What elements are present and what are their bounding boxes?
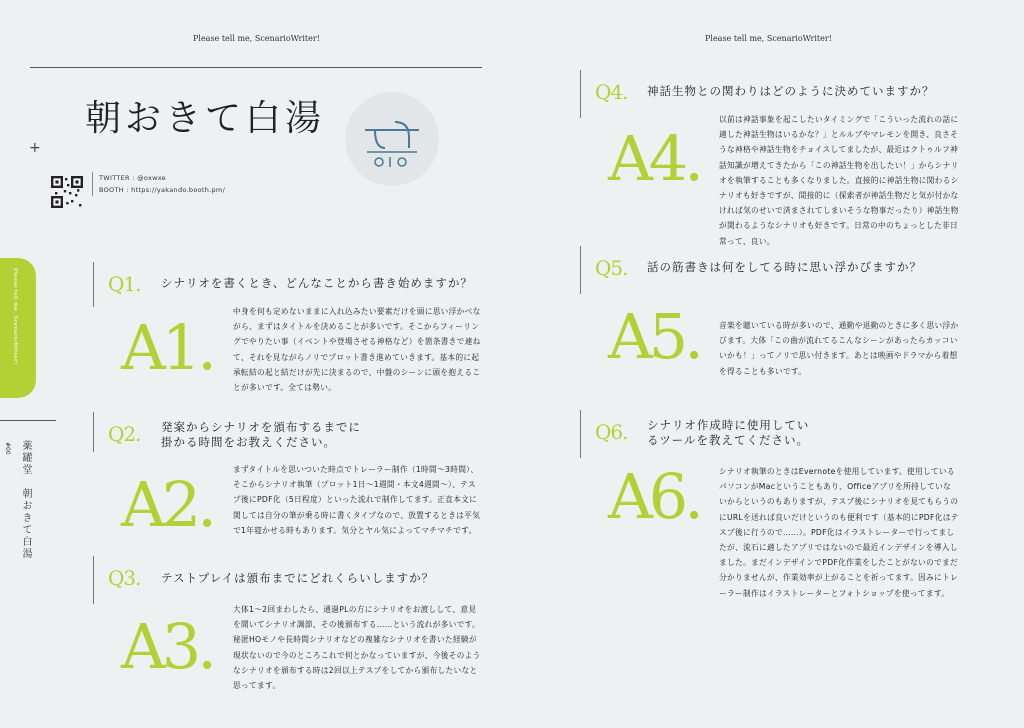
page-header-right: Please tell me, ScenarioWriter!: [705, 34, 832, 43]
question-text: 発案からシナリオを頒布するまでに掛かる時間をお教えください。: [161, 420, 361, 449]
logo: [345, 92, 439, 186]
side-tab: [0, 258, 36, 398]
question-label: Q3.: [108, 566, 141, 590]
answer-text: シナリオ執筆のときはEvernoteを使用しています。使用しているパソコンがMacということもあり、Officeアプリを所持していないからというのもありますが、テスプ後にシナリオを見てもらうのにURLを送れば良いだけというのも便利です（基本的にPDF化はテスプ後に行うので……）。PDF化はイラストレーターで行ってましたが、流石に適したアプリではないので最近インデザインを導入しました。まだインデザインでPDF化作業をしたことがないのでまだ分かりませんが、作業効率が上がることを祈ってます。因みにトレーラー制作はイラストレーターとフォトショップを使ってます。: [719, 467, 959, 598]
answer-label: A2.: [121, 468, 213, 541]
side-tab-text: Please tell me, ScenarioWriter!: [12, 268, 18, 365]
logo-mark-icon: [345, 92, 439, 186]
question-label: Q6.: [595, 420, 628, 444]
answer-label: A5.: [608, 300, 700, 373]
question-label: Q4.: [595, 80, 628, 104]
answer-label: A6.: [608, 460, 700, 533]
question-label: Q1.: [108, 272, 141, 296]
question-text: 話の筋書きは何をしてる時に思い浮かびますか？: [647, 260, 922, 274]
question-text: テストプレイは頒布までにどれくらいしますか？: [161, 571, 435, 585]
answer-text: 以前は神話事象を起こしたいタイミングで「こういった流れの話に適した神話生物はいるかな？」とルルブやマレモンを開き、良さそうな神格や神話生物をチョイスしてましたが、最近はクトゥルフ神話知識が増えてきたから「この神話生物を出したい！」からシナリオを執筆することも多くなりました。直接的に神話生物に関わるシナリオも好きですが、間接的に（探索者が神話生物だと気が付かなければ気のせいで済まされてしまいそうな物事だったり）神話生物が関わるようなシナリオも好きです。日常の中のちょっとした非日常って、良い。: [719, 115, 959, 246]
answer-label: A3.: [121, 610, 213, 683]
answer-label: A4.: [608, 122, 700, 195]
answer-text: 音楽を聴いている時が多いので、通勤や退勤のときに多く思い浮かびます。大体「この曲が流れてるこんなシーンがあったらカッコいいかも！」ってノリで思い付きます。あとは映画やドラマから着想を得ることも多いです。: [719, 321, 959, 376]
question-text: 神話生物との関わりはどのように決めていますか？: [647, 84, 935, 98]
issue-number: #00: [4, 442, 11, 455]
answer-text: 大体1〜2回まわしたら、通過PLの方にシナリオをお渡しして、意見を聞いてシナリオ調節、その後頒布する……という流れが多いです。秘匿HOモノや長時間シナリオなどの複雑なシナリオを書いた経験が現状ないので今のところこれで何とかなっていますが、今後そのようなシナリオを頒布する時は2回以上テスプをしてから頒布したいなと思ってます。: [233, 605, 481, 691]
page-header-left: Please tell me, ScenarioWriter!: [193, 34, 320, 43]
page-title: 朝おきて白湯: [85, 98, 326, 139]
side-vertical-title: 薬罐堂 朝おきて白湯: [20, 440, 31, 560]
qr-code-icon: [51, 176, 83, 208]
answer-text: まずタイトルを思いついた時点でトレーラー制作（1時間〜3時間）、そこからシナリオ執筆（プロット1日〜1週間・本文4週間〜）、テスプ後にPDF化（5日程度）といった流れで制作してます。正直本文に関しては自分の筆が乗る時に書くタイプなので、放置するときは平気で1年寝かせる時もあります。気分とヤル気によってマチマチです。: [233, 465, 481, 535]
twitter-handle[interactable]: TWITTER : @oxwxe: [99, 174, 166, 182]
header-rule: [30, 67, 482, 68]
question-label: Q2.: [108, 422, 141, 446]
author-info: [92, 172, 225, 196]
question-text: シナリオを書くとき、どんなことから書き始めますか？: [161, 276, 473, 290]
answer-label: A1.: [121, 311, 213, 384]
question-label: Q5.: [595, 256, 628, 280]
answer-text: 中身を何も定めないままに入れ込みたい要素だけを頭に思い浮かべながら、まずはタイトルを決めることが多いです。そこからフィーリングでやりたい事（イベントや登場させる神格など）を箇条書きで連ねて、それを見ながらノリでプロット書き進めていきます。基本的に起承転結の起と結だけが先に決まるので、中盤のシーンに頭を抱えることが多いです。全ては勢い。: [233, 307, 481, 393]
crosshair-icon: +: [29, 140, 41, 156]
booth-url[interactable]: BOOTH : https://yakando.booth.pm/: [99, 186, 226, 194]
side-rule: [0, 420, 56, 421]
question-text: シナリオ作成時に使用しているツールを教えてください。: [647, 418, 810, 447]
